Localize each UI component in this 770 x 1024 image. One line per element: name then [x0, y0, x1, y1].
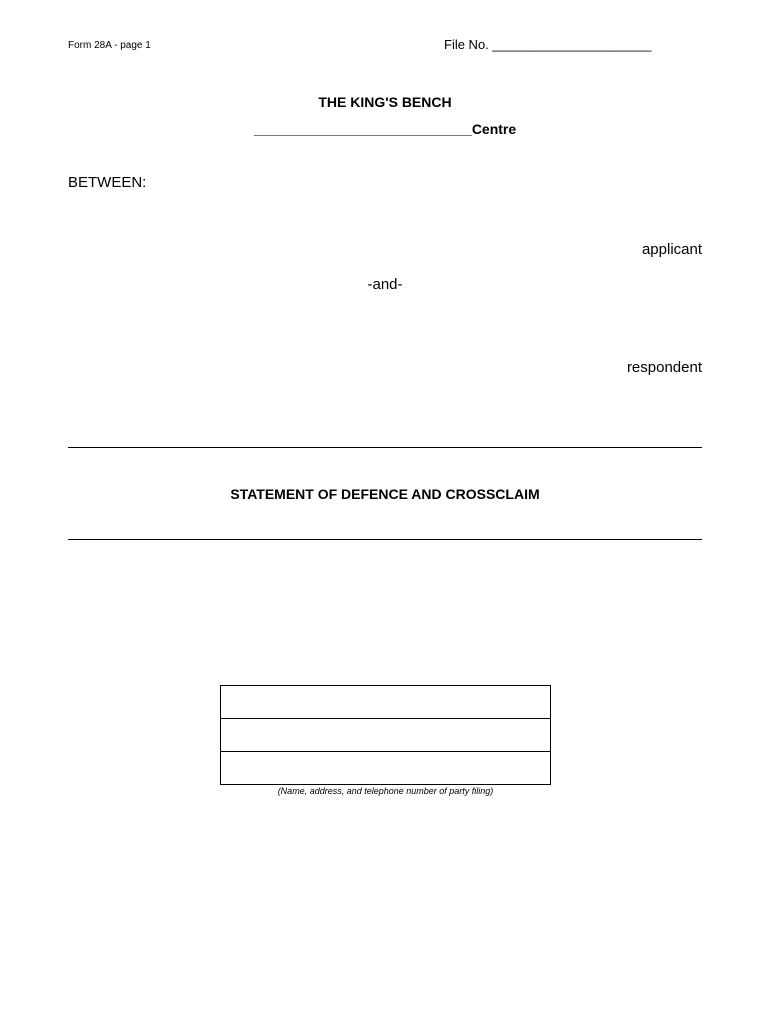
respondent-label: respondent [626, 359, 702, 376]
and-separator: -and- [367, 276, 403, 293]
judicial-centre-line: ____________________________Centre [253, 121, 517, 137]
applicant-label: applicant [641, 241, 702, 258]
filing-party-address-row[interactable] [221, 719, 550, 752]
file-number-field: File No. ______________________ [444, 37, 652, 52]
form-label: Form 28A - page 1 [68, 40, 151, 51]
title-rule-bottom [68, 539, 702, 540]
title-rule-top [68, 447, 702, 448]
between-label: BETWEEN: [68, 174, 147, 191]
filing-party-phone-row[interactable] [221, 752, 550, 784]
filing-party-box [220, 685, 551, 785]
document-title: STATEMENT OF DEFENCE AND CROSSCLAIM [230, 486, 540, 502]
filing-party-caption: (Name, address, and telephone number of party filing) [277, 786, 494, 796]
court-title: THE KING'S BENCH [318, 94, 452, 110]
filing-party-name-row[interactable] [221, 686, 550, 719]
